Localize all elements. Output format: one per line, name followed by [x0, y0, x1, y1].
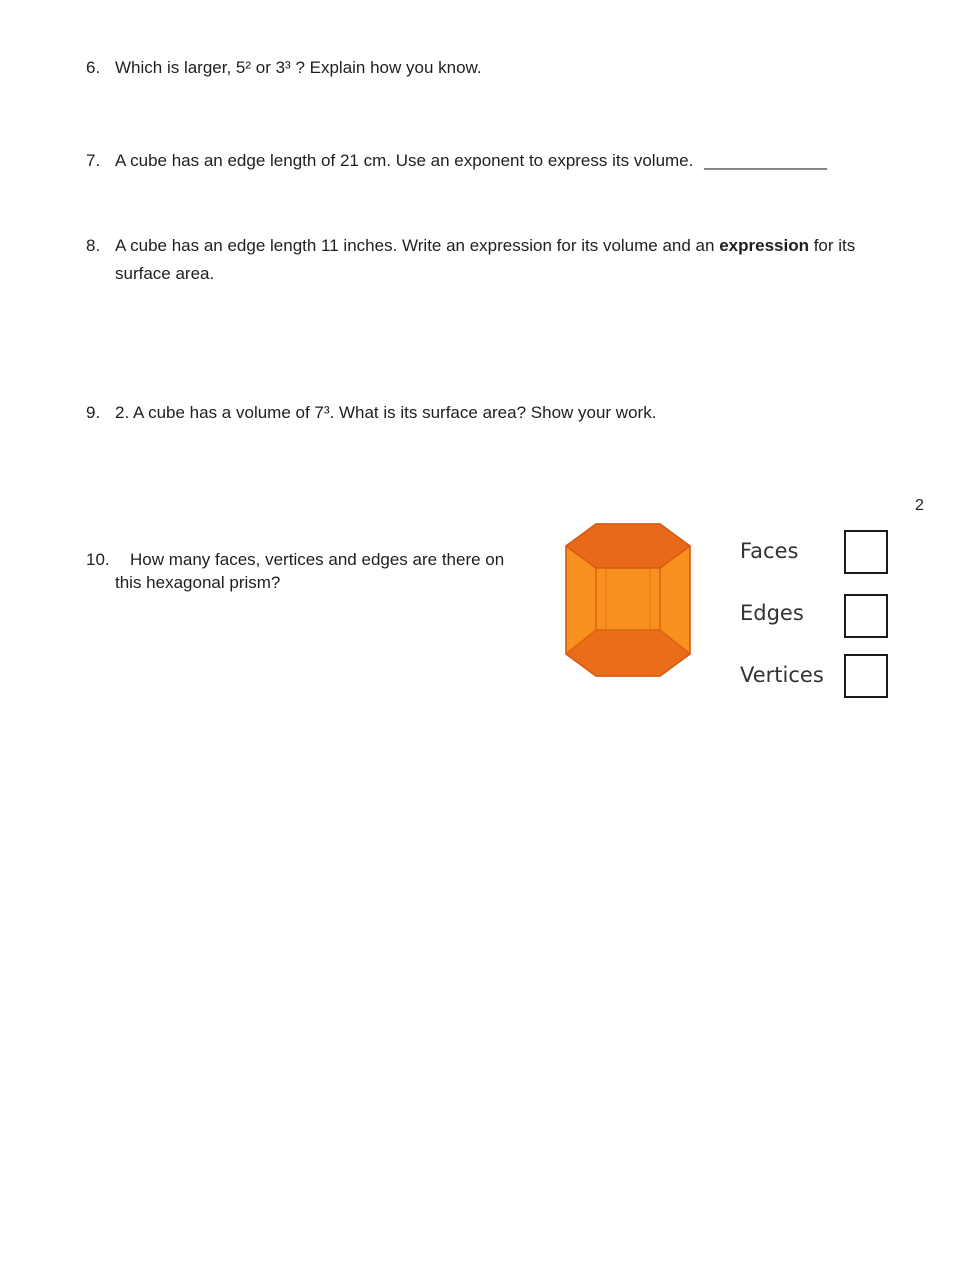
vertices-answer-box[interactable]	[844, 654, 888, 698]
faces-label: Faces	[740, 539, 799, 563]
question-continuation: surface area.	[115, 264, 215, 283]
stray-mark: 2	[915, 497, 924, 514]
question-9	[86, 399, 656, 427]
question-text: How many faces, vertices and edges are there on	[130, 550, 505, 569]
question-text: 2. A cube has a volume of 7³. What is its surface area? Show your work.	[115, 403, 657, 422]
question-number: 10.	[86, 550, 110, 569]
question-continuation: this hexagonal prism?	[115, 573, 281, 592]
question-8	[86, 232, 906, 288]
vertices-label: Vertices	[740, 663, 824, 687]
question-number: 8.	[86, 236, 101, 255]
question-number: 7.	[86, 151, 101, 170]
answer-blank: _____________	[704, 151, 828, 170]
question-10	[86, 548, 504, 594]
question-text: A cube has an edge length of 21 cm. Use an exponent to express its volume.	[115, 151, 694, 170]
question-6	[86, 54, 482, 82]
question-bold-word: expression	[719, 236, 809, 255]
question-7	[86, 147, 827, 175]
question-text-end: for its	[808, 236, 856, 255]
question-number: 6.	[86, 58, 101, 77]
faces-answer-box[interactable]	[844, 530, 888, 574]
question-number: 9.	[86, 403, 101, 422]
hexagonal-prism-figure	[560, 518, 696, 682]
edges-answer-box[interactable]	[844, 594, 888, 638]
question-text: Which is larger, 5² or 3³ ? Explain how you know.	[115, 58, 482, 77]
question-text: A cube has an edge length 11 inches. Write an expression for its volume and an	[115, 236, 720, 255]
edges-label: Edges	[740, 601, 804, 625]
